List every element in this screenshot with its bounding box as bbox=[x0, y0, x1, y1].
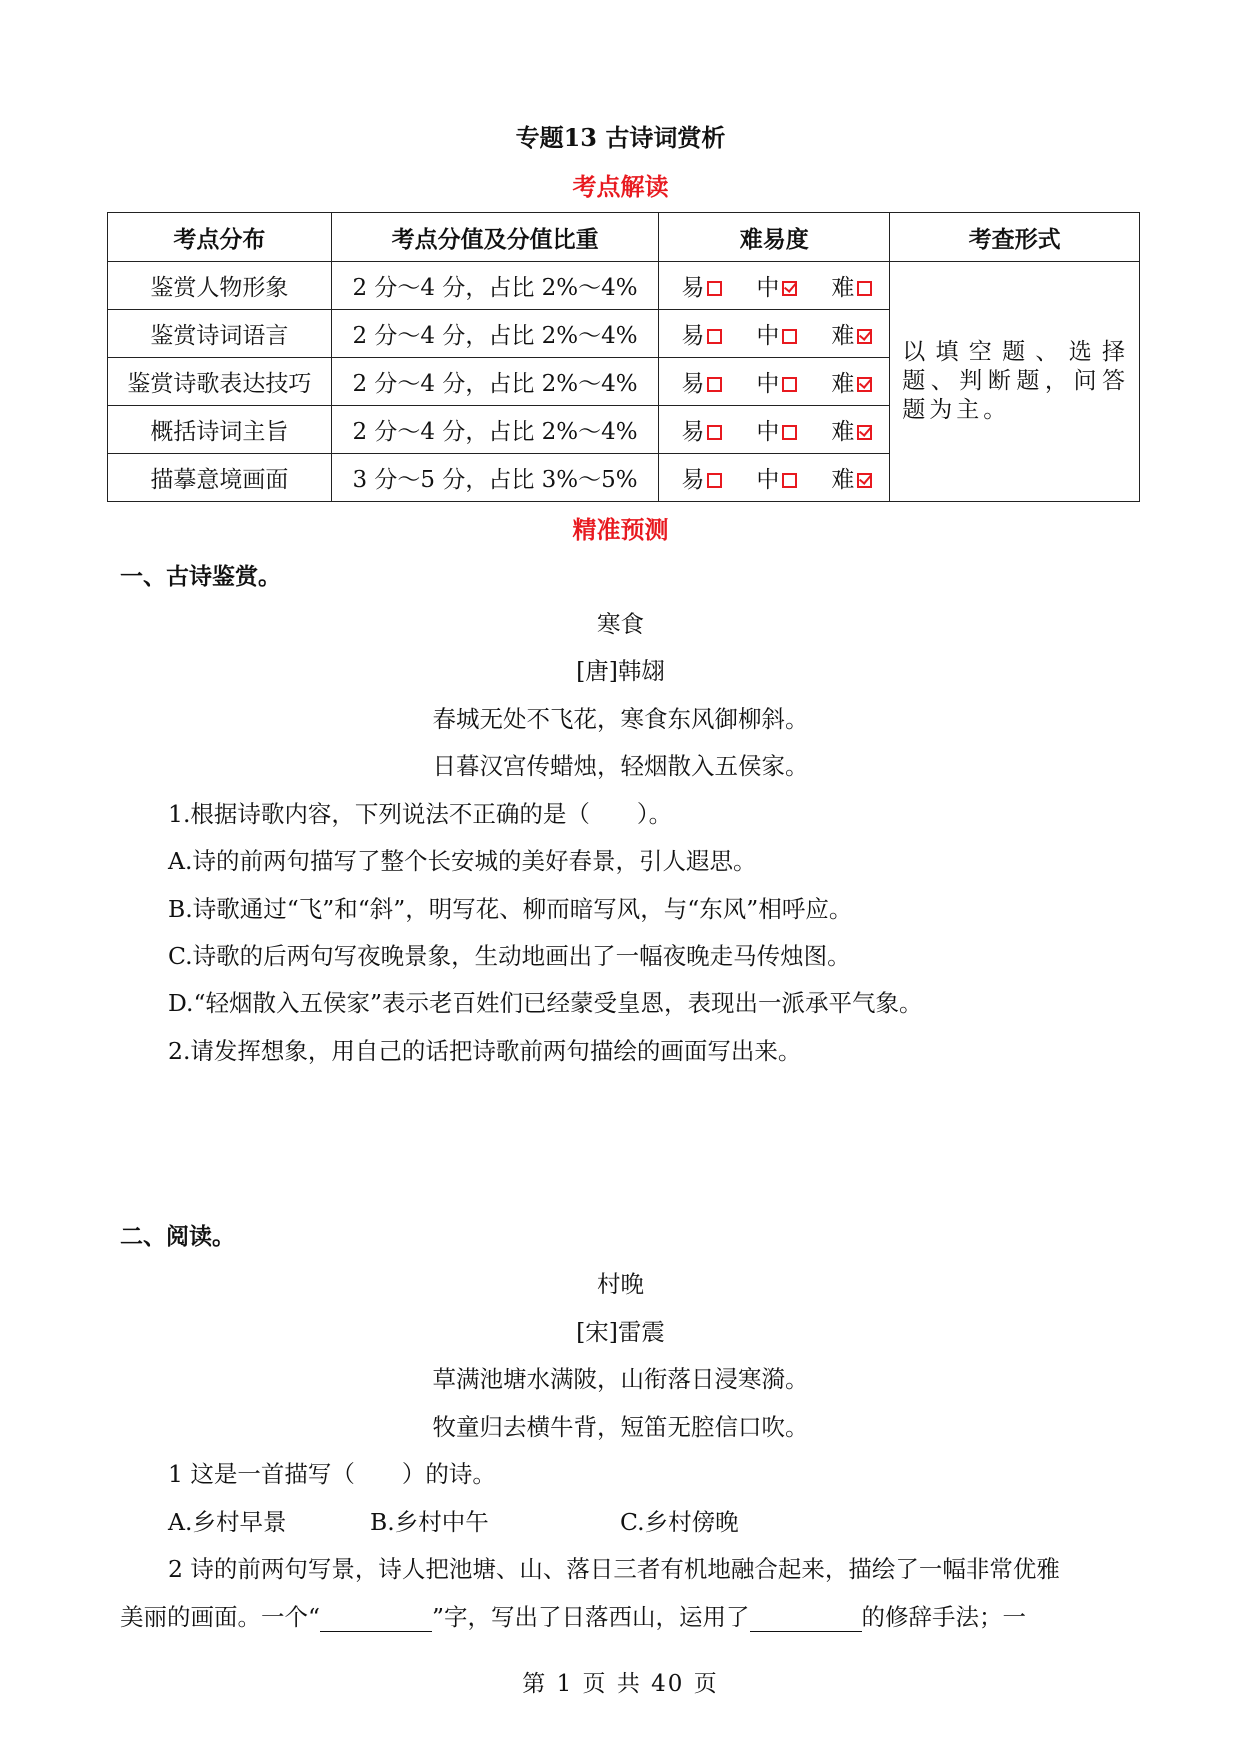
difficulty-option bbox=[756, 317, 797, 350]
poem-line: 日暮汉宫传蜡烛，轻烟散入五侯家。 bbox=[432, 752, 809, 780]
difficulty-cell bbox=[659, 310, 890, 358]
section-heading: 一、古诗鉴赏。 bbox=[120, 563, 281, 590]
answer-option: B.乡村中午 bbox=[370, 1508, 489, 1536]
checked-box-icon bbox=[782, 281, 797, 296]
answer-option: C.诗歌的后两句写夜晚景象，生动地画出了一幅夜晚走马传烛图。 bbox=[168, 942, 851, 970]
difficulty-label: 中 bbox=[756, 275, 780, 301]
score-cell: 2 分～4 分，占比 2%～4% bbox=[331, 358, 659, 406]
table-header-row bbox=[108, 213, 1140, 262]
empty-box-icon bbox=[782, 473, 797, 488]
difficulty-option bbox=[831, 317, 872, 350]
empty-box-icon bbox=[782, 425, 797, 440]
text-fragment: 的修辞手法；一 bbox=[861, 1603, 1027, 1631]
page-footer: 第 1 页 共 40 页 bbox=[522, 1671, 719, 1697]
empty-box-icon bbox=[707, 425, 722, 440]
difficulty-label: 中 bbox=[756, 419, 780, 445]
checked-box-icon bbox=[857, 425, 872, 440]
table-row bbox=[108, 262, 1140, 310]
poem-author: [唐]韩翃 bbox=[576, 657, 665, 685]
answer-option: A.诗的前两句描写了整个长安城的美好春景，引人遐思。 bbox=[168, 847, 757, 875]
yuce-heading: 精准预测 bbox=[572, 515, 669, 544]
question-text: 1.根据诗歌内容，下列说法不正确的是（ ）。 bbox=[168, 800, 673, 828]
empty-box-icon bbox=[857, 281, 872, 296]
question-text: 2 诗的前两句写景，诗人把池塘、山、落日三者有机地融合起来，描绘了一幅非常优雅 bbox=[168, 1555, 1060, 1583]
empty-box-icon bbox=[707, 281, 722, 296]
document-title: 专题13 古诗词赏析 bbox=[515, 123, 726, 152]
difficulty-option bbox=[681, 365, 722, 398]
table-header-cell: 难易度 bbox=[659, 213, 890, 262]
answer-option: A.乡村早景 bbox=[168, 1508, 287, 1536]
question-text-continued bbox=[120, 1598, 1026, 1632]
topic-cell: 鉴赏人物形象 bbox=[108, 262, 332, 310]
table-header-cell: 考点分值及分值比重 bbox=[331, 213, 659, 262]
difficulty-option bbox=[681, 413, 722, 446]
checked-box-icon bbox=[857, 329, 872, 344]
difficulty-cell bbox=[659, 406, 890, 454]
difficulty-label: 易 bbox=[681, 275, 705, 301]
difficulty-cell bbox=[659, 358, 890, 406]
question-text: 2.请发挥想象，用自己的话把诗歌前两句描绘的画面写出来。 bbox=[168, 1037, 802, 1065]
difficulty-option bbox=[831, 461, 872, 494]
poem-title: 村晚 bbox=[597, 1270, 644, 1298]
poem-title: 寒食 bbox=[597, 610, 644, 638]
checked-box-icon bbox=[857, 473, 872, 488]
difficulty-option bbox=[831, 413, 872, 446]
difficulty-option bbox=[756, 413, 797, 446]
topic-cell: 鉴赏诗歌表达技巧 bbox=[108, 358, 332, 406]
poem-line: 牧童归去横牛背，短笛无腔信口吹。 bbox=[432, 1413, 809, 1441]
difficulty-label: 难 bbox=[831, 275, 855, 301]
poem-line: 草满池塘水满陂，山衔落日浸寒漪。 bbox=[432, 1365, 809, 1393]
difficulty-option bbox=[756, 365, 797, 398]
section-heading: 二、阅读。 bbox=[120, 1223, 235, 1250]
poem-line: 春城无处不飞花，寒食东风御柳斜。 bbox=[432, 705, 809, 733]
score-cell: 2 分～4 分，占比 2%～4% bbox=[331, 262, 659, 310]
difficulty-label: 易 bbox=[681, 467, 705, 493]
topic-cell: 鉴赏诗词语言 bbox=[108, 310, 332, 358]
difficulty-option bbox=[681, 317, 722, 350]
score-cell: 2 分～4 分，占比 2%～4% bbox=[331, 310, 659, 358]
empty-box-icon bbox=[782, 329, 797, 344]
difficulty-label: 易 bbox=[681, 371, 705, 397]
empty-box-icon bbox=[707, 377, 722, 392]
table-header-cell: 考点分布 bbox=[108, 213, 332, 262]
form-cell: 以填空题、选择题、判断题，问答题为主。 bbox=[890, 262, 1140, 502]
score-cell: 2 分～4 分，占比 2%～4% bbox=[331, 406, 659, 454]
difficulty-option bbox=[831, 365, 872, 398]
difficulty-label: 难 bbox=[831, 371, 855, 397]
difficulty-option bbox=[681, 461, 722, 494]
exam-points-table bbox=[107, 212, 1140, 502]
answer-option: C.乡村傍晚 bbox=[620, 1508, 739, 1536]
difficulty-label: 难 bbox=[831, 323, 855, 349]
difficulty-option bbox=[681, 269, 722, 302]
topic-cell: 概括诗词主旨 bbox=[108, 406, 332, 454]
poem-author: [宋]雷震 bbox=[576, 1318, 665, 1346]
checked-box-icon bbox=[857, 377, 872, 392]
difficulty-label: 易 bbox=[681, 323, 705, 349]
topic-cell: 描摹意境画面 bbox=[108, 454, 332, 502]
difficulty-cell bbox=[659, 454, 890, 502]
kaodian-heading: 考点解读 bbox=[572, 172, 669, 201]
difficulty-label: 中 bbox=[756, 467, 780, 493]
difficulty-cell bbox=[659, 262, 890, 310]
difficulty-option bbox=[756, 461, 797, 494]
difficulty-option bbox=[756, 269, 797, 302]
difficulty-label: 难 bbox=[831, 467, 855, 493]
score-cell: 3 分～5 分，占比 3%～5% bbox=[331, 454, 659, 502]
empty-box-icon bbox=[707, 329, 722, 344]
empty-box-icon bbox=[707, 473, 722, 488]
empty-box-icon bbox=[782, 377, 797, 392]
fill-blank bbox=[320, 1611, 432, 1632]
fill-blank bbox=[750, 1611, 862, 1632]
difficulty-label: 易 bbox=[681, 419, 705, 445]
difficulty-option bbox=[831, 269, 872, 302]
text-fragment: 美丽的画面。一个“ bbox=[120, 1603, 321, 1631]
question-text: 1 这是一首描写（ ）的诗。 bbox=[168, 1460, 496, 1488]
difficulty-label: 难 bbox=[831, 419, 855, 445]
table-header-cell: 考查形式 bbox=[890, 213, 1140, 262]
answer-option: B.诗歌通过“飞”和“斜”，明写花、柳而暗写风，与“东风”相呼应。 bbox=[168, 895, 853, 923]
difficulty-label: 中 bbox=[756, 323, 780, 349]
difficulty-label: 中 bbox=[756, 371, 780, 397]
answer-option: D.“轻烟散入五侯家”表示老百姓们已经蒙受皇恩，表现出一派承平气象。 bbox=[168, 989, 923, 1017]
text-fragment: ”字，写出了日落西山，运用了 bbox=[432, 1603, 750, 1631]
